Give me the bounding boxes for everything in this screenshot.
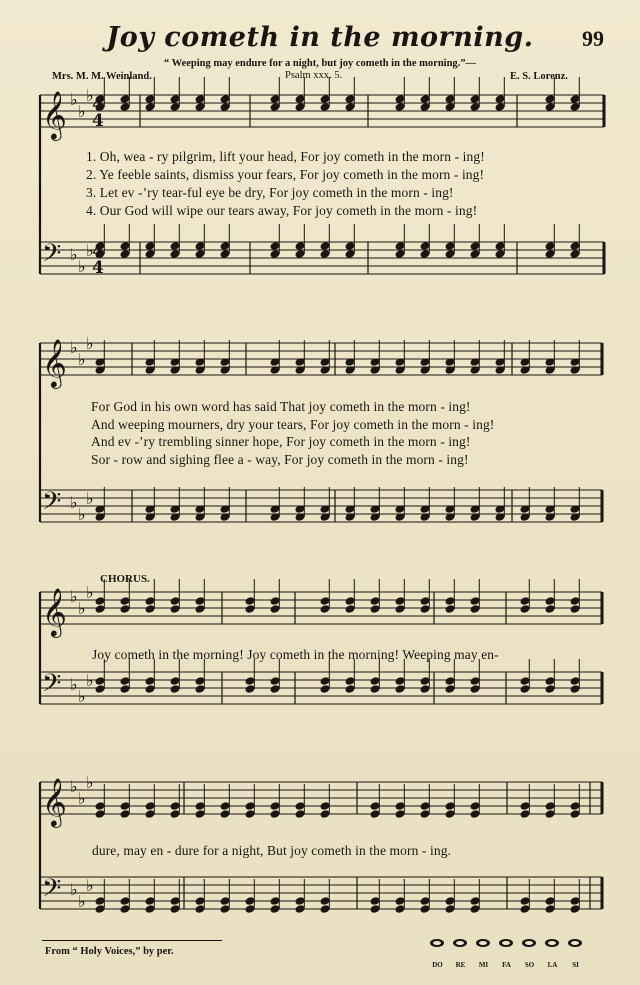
bass-clef-icon: 𝄢 xyxy=(42,874,62,909)
time-signature-bass: 4 xyxy=(92,258,104,278)
verse-1-line: 1. Oh, wea - ry pilgrim, lift your head, For joy cometh in the morn - ing! xyxy=(86,149,485,164)
chorus-label: CHORUS. xyxy=(100,573,150,585)
chorus-lyric-line-2: dure, may en - dure for a night, But joy cometh in the morn - ing. xyxy=(92,843,452,858)
flat-sign-icon: ♭ xyxy=(78,687,86,706)
verse-2-line: 2. Ye feeble saints, dismiss your fears, For joy cometh in the morn - ing! xyxy=(86,167,485,182)
bass-clef-icon: 𝄢 xyxy=(42,669,62,704)
solfege-la: LA xyxy=(547,961,558,969)
flat-sign-icon: ♭ xyxy=(70,493,78,512)
flat-sign-icon: ♭ xyxy=(86,583,94,602)
hymn-title: Joy cometh in the morning. xyxy=(106,22,534,53)
flat-sign-icon: ♭ xyxy=(70,675,78,694)
bass-clef-icon: 𝄢 xyxy=(42,239,62,274)
footer-rule xyxy=(42,940,222,941)
flat-sign-icon: ♭ xyxy=(86,489,94,508)
verse-4-line-continued: Sor - row and sighing flee a - way, For joy cometh in the morn - ing! xyxy=(91,452,469,467)
verse-2-line-continued: And weeping mourners, dry your tears, For joy cometh in the morn - ing! xyxy=(91,417,495,432)
scripture-reference: Psalm xxx. 5. xyxy=(285,70,343,81)
flat-sign-icon: ♭ xyxy=(70,245,78,264)
solfege-si: SI xyxy=(572,961,579,969)
solfege-do: DO xyxy=(432,961,443,969)
treble-clef-icon: 𝄞 xyxy=(42,587,67,636)
verse-3-line-continued: And ev -’ry trembling sinner hope, For joy cometh in the morn - ing! xyxy=(91,434,471,449)
flat-sign-icon: ♭ xyxy=(70,90,78,109)
solfege-key xyxy=(426,936,596,972)
source-credit: From “ Holy Voices,” by per. xyxy=(45,946,174,957)
time-signature-treble: 4 xyxy=(92,95,104,115)
flat-sign-icon: ♭ xyxy=(78,505,86,524)
shape-note-heads xyxy=(426,937,596,949)
flat-sign-icon: ♭ xyxy=(86,334,94,353)
flat-sign-icon: ♭ xyxy=(86,86,94,105)
solfege-so: SO xyxy=(524,961,535,969)
treble-clef-icon: 𝄞 xyxy=(42,90,67,139)
chorus-lyric-line-1: Joy cometh in the morning! Joy cometh in the morning! Weeping may en- xyxy=(92,647,499,662)
flat-sign-icon: ♭ xyxy=(78,102,86,121)
time-signature-treble: 4 xyxy=(92,111,104,131)
flat-sign-icon: ♭ xyxy=(86,241,94,260)
flat-sign-icon: ♭ xyxy=(70,587,78,606)
verse-4-line: 4. Our God will wipe our tears away, For joy cometh in the morn - ing! xyxy=(86,203,478,218)
flat-sign-icon: ♭ xyxy=(86,773,94,792)
bass-clef-icon: 𝄢 xyxy=(42,487,62,522)
composer-credit: E. S. Lorenz. xyxy=(510,71,568,82)
flat-sign-icon: ♭ xyxy=(86,671,94,690)
flat-sign-icon: ♭ xyxy=(70,880,78,899)
time-signature-bass: 4 xyxy=(92,242,104,262)
flat-sign-icon: ♭ xyxy=(78,257,86,276)
flat-sign-icon: ♭ xyxy=(70,338,78,357)
flat-sign-icon: ♭ xyxy=(78,599,86,618)
treble-clef-icon: 𝄞 xyxy=(42,338,67,387)
verse-1-line-continued: For God in his own word has said That joy cometh in the morn - ing! xyxy=(91,399,471,414)
flat-sign-icon: ♭ xyxy=(70,777,78,796)
verse-3-line: 3. Let ev -’ry tear-ful eye be dry, For joy cometh in the morn - ing! xyxy=(86,185,454,200)
treble-clef-icon: 𝄞 xyxy=(42,777,67,826)
flat-sign-icon: ♭ xyxy=(78,892,86,911)
solfege-re: RE xyxy=(455,961,466,969)
epigraph: “ Weeping may endure for a night, but joy cometh in the morning.”— xyxy=(163,58,477,69)
author-credit: Mrs. M. M. Weinland. xyxy=(52,71,152,82)
flat-sign-icon: ♭ xyxy=(86,876,94,895)
flat-sign-icon: ♭ xyxy=(78,789,86,808)
flat-sign-icon: ♭ xyxy=(78,350,86,369)
page-number: 99 xyxy=(582,26,604,51)
solfege-mi: MI xyxy=(478,961,489,969)
solfege-fa: FA xyxy=(502,961,511,969)
